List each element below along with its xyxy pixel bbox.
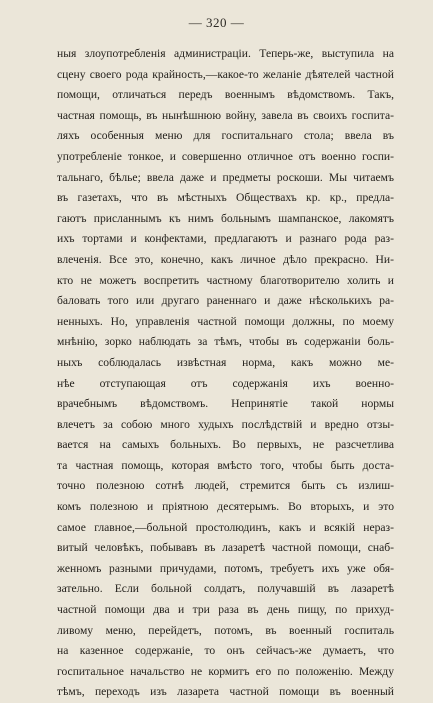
text-line: влеченія. Все это, конечно, какъ личное дѣло прекрасно. Ни- [57, 252, 394, 266]
text-line: ляхъ особенныя меню для госпитальнаго стола; ввела въ [57, 129, 394, 143]
text-line: ненныхъ. Но, управленія частной помощи должны, по моему [57, 314, 394, 328]
text-line: витый человѣкъ, побывавъ въ лазаретѣ частной помощи, снаб- [57, 541, 394, 555]
text-line: та частная помощь, которая вмѣсто того, чтобы быть доста- [57, 458, 394, 472]
text-line: на казенное содержаніе, то онъ сейчасъ-же думаетъ, что [57, 644, 394, 658]
text-line: женномъ разными причудами, потомъ, требуетъ ихъ уже обя- [57, 561, 394, 575]
text-line: самое главное,—больной простолюдинъ, какъ и всякій нераз- [57, 520, 394, 534]
text-line: помощи, отличаться передъ военнымъ вѣдомствомъ. Такъ, [57, 88, 394, 102]
text-line: частной помощи два и три раза въ день пищу, по прихуд- [57, 603, 394, 617]
text-line: тальнаго, бѣлье; ввела даже и предметы роскоши. Мы читаемъ [57, 170, 394, 184]
text-line: комъ полезною и пріятною десятерымъ. Во вторыхъ, и это [57, 500, 394, 514]
text-line: ныхъ соблюдалась извѣстная норма, какъ можно ме- [57, 355, 394, 369]
text-line: влечетъ за собою много худыхъ послѣдствій и вредно отзы- [57, 417, 394, 431]
text-line: врачебнымъ вѣдомствомъ. Непринятіе такой нормы [57, 397, 394, 411]
text-line: ныя злоупотребленія администраціи. Теперь-же, выступила на [57, 47, 394, 60]
text-line: употребленіе тонкое, и совершенно отличное отъ военно госпи- [57, 149, 394, 163]
text-line: нѣе отступающая отъ содержанія ихъ военно- [57, 376, 394, 390]
text-line: точно полезною сотнѣ людей, стремится быть съ излиш- [57, 479, 394, 493]
text-line: ихъ тортами и конфектами, предлагаютъ и разнаго рода раз- [57, 232, 394, 246]
text-line: баловать того или другаго раненнаго и даже нѣсколькихъ ра- [57, 294, 394, 308]
text-line: зательно. Если больной солдатъ, получавшій въ лазаретѣ [57, 582, 394, 596]
text-line: госпитальное начальство не кормитъ его по положенію. Между [57, 664, 394, 678]
text-line: ливому меню, перейдетъ, потомъ, въ военный госпиталь [57, 623, 394, 637]
text-line: сцену своего рода крайность,—какое-то желаніе дѣятелей частной [57, 67, 394, 81]
text-line: кто не можетъ воспретить частному благотворителю холить и [57, 273, 394, 287]
text-line: тѣмъ, переходъ изъ лазарета частной помощи въ военный [57, 685, 394, 699]
page-number: — 320 — [188, 15, 245, 30]
body-text [57, 44, 394, 703]
text-line: частная помощь, въ нынѣшнюю войну, завела въ своихъ госпита- [57, 108, 394, 122]
text-line: въ газетахъ, что въ мѣстныхъ Обществахъ кр. кр., предла- [57, 191, 394, 205]
text-line: мнѣнію, зорко наблюдать за тѣмъ, чтобы въ содержаніи боль- [57, 335, 394, 349]
text-line: вается на самыхъ больныхъ. Во первыхъ, не разсчетлива [57, 438, 394, 452]
text-line: гаютъ присланнымъ къ нимъ больнымъ шампанское, лакомятъ [57, 211, 394, 225]
